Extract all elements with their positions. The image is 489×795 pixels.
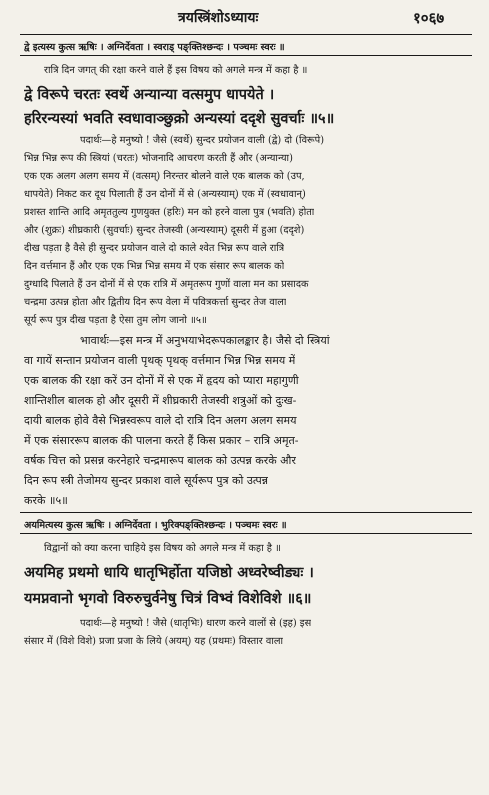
section-rule xyxy=(20,512,472,513)
bhavartha-line: भावार्थः—इस मन्त्र में अनुभयाभेदरूपकालङ्कार है। जैसे दो स्त्रियां xyxy=(80,334,330,347)
padartha-line: दीख पड़ता है वैसे ही सुन्दर प्रयोजन वाले दो काले श्वेत भिन्न रूप वाले रात्रि xyxy=(24,243,285,254)
padartha-line: दुग्धादि पिलाते हैं उन दोनों में से एक रात्रि में अमृतरूप गुणों वाला मन का प्रसादक xyxy=(24,279,309,290)
meta-rule xyxy=(20,533,472,534)
mantra-line: यमप्नवानो भृगवो विरुरुचुर्वनेषु चित्रं विभ्वं विशेविशे ॥६॥ xyxy=(24,590,312,607)
mantra-line: हरिरन्यस्यां भवति स्वधावाञ्छुक्रो अन्यस्यां ददृशे सुवर्चाः ॥५॥ xyxy=(24,110,335,127)
padartha-line: प्रशस्त शान्ति आदि अमृततुल्य गुणयुक्त (हरिः) मन को हरने वाला पुत्र (भवति) होता xyxy=(24,207,315,218)
bhavartha-line: में एक संसाररूप बालक की पालना करते हैं किस प्रकार – रात्रि अमृत- xyxy=(24,434,299,447)
chapter-title: त्रयस्त्रिंशोऽध्यायः xyxy=(178,10,259,26)
padartha-line: भिन्न भिन्न रूप की स्त्रियां (चरतः) भोजनादि आचरण करती हैं और (अन्यान्या) xyxy=(24,153,293,164)
padartha-line: और (शुक्रः) शीघ्रकारी (सुवर्चाः) सुन्दर तेजस्वी (अन्यस्याम्) दूसरी में हुआ (ददृशे) xyxy=(24,225,305,236)
mantra-meta: द्वे इत्यस्य कुत्स ऋषिः । अग्निर्देवता । स्वराड् पङ्क्तिश्छन्दः । पञ्चमः स्वरः ॥ xyxy=(24,42,285,53)
bhavartha-line: दिन रूप स्त्री तेजोमय सुन्दर प्रकाश वाले सूर्यरूप पुत्र को उत्पन्न xyxy=(24,474,269,487)
padartha-line: चन्द्रमा उत्पन्न होता और द्वितीय दिन रूप वेला में पवित्रकर्त्ता सुन्दर तेज वाला xyxy=(24,297,287,308)
bhavartha-line: शान्तिशील बालक हो और दूसरी में शीघ्रकारी तेजस्वी शत्रुओं को दुःख- xyxy=(24,394,297,407)
header-rule xyxy=(20,34,472,35)
padartha-line: धापयेते) निकट कर दूध पिलाती हैं उन दोनों में से (अन्यस्याम्) एक में (स्वधावान्) xyxy=(24,189,306,200)
padartha-line: एक एक अलग अलग समय में (वत्सम्) निरन्तर बोलने वाले एक बालक को (उप, xyxy=(24,171,305,182)
meta-rule xyxy=(20,55,472,56)
page-number: १०६७ xyxy=(413,9,445,27)
bhavartha-line: दायी बालक होवे वैसे भिन्नस्वरूप वाले दो रात्रि दिन अलग अलग समय xyxy=(24,414,297,427)
padartha-line: पदार्थः—हे मनुष्यो ! जैसे (स्वर्थे) सुन्दर प्रयोजन वाली (द्वे) दो (विरूपे) xyxy=(80,135,325,146)
bhavartha-line: करके ॥५॥ xyxy=(24,494,68,507)
padartha-line: दिन वर्त्तमान हैं और एक एक भिन्न भिन्न समय में एक संसार रूप बालक को xyxy=(24,261,285,272)
padartha-line: पदार्थः—हे मनुष्यो ! जैसे (धातृभिः) धारण करने वालों से (इह) इस xyxy=(80,618,312,629)
bhavartha-line: एक बालक की रक्षा करें उन दोनों में से एक में हृदय को प्यारा महागुणी xyxy=(24,374,299,387)
mantra-intro: रात्रि दिन जगत् की रक्षा करने वाले हैं इस विषय को अगले मन्त्र में कहा है ॥ xyxy=(44,65,308,76)
mantra-line: अयमिह प्रथमो धायि धातृभिर्होता यजिष्ठो अध्वरेष्वीड्यः । xyxy=(24,564,314,581)
mantra-line: द्वे विरूपे चरतः स्वर्थे अन्यान्या वत्समुप धापयेते । xyxy=(24,86,275,103)
bhavartha-line: वा गायें सन्तान प्रयोजन वाली पृथक् पृथक् वर्त्तमान भिन्न भिन्न समय में xyxy=(24,354,296,367)
mantra-meta: अयमित्यस्य कुत्स ऋषिः । अग्निर्देवता । भुरिक्पङ्क्तिश्छन्दः । पञ्चमः स्वरः ॥ xyxy=(24,520,287,531)
padartha-line: संसार में (विशे विशे) प्रजा प्रजा के लिये (अयम्) यह (प्रथमः) विस्तार वाला xyxy=(24,636,284,647)
page-header xyxy=(0,6,489,30)
padartha-line: सूर्य रूप पुत्र दीख पड़ता है ऐसा तुम लोग जानो ॥५॥ xyxy=(24,315,207,326)
mantra-intro: विद्वानों को क्या करना चाहिये इस विषय को अगले मन्त्र में कहा है ॥ xyxy=(44,543,281,554)
bhavartha-line: वर्षक चित्त को प्रसन्न करनेहारे चन्द्रमारूप बालक को उत्पन्न करके और xyxy=(24,454,296,467)
